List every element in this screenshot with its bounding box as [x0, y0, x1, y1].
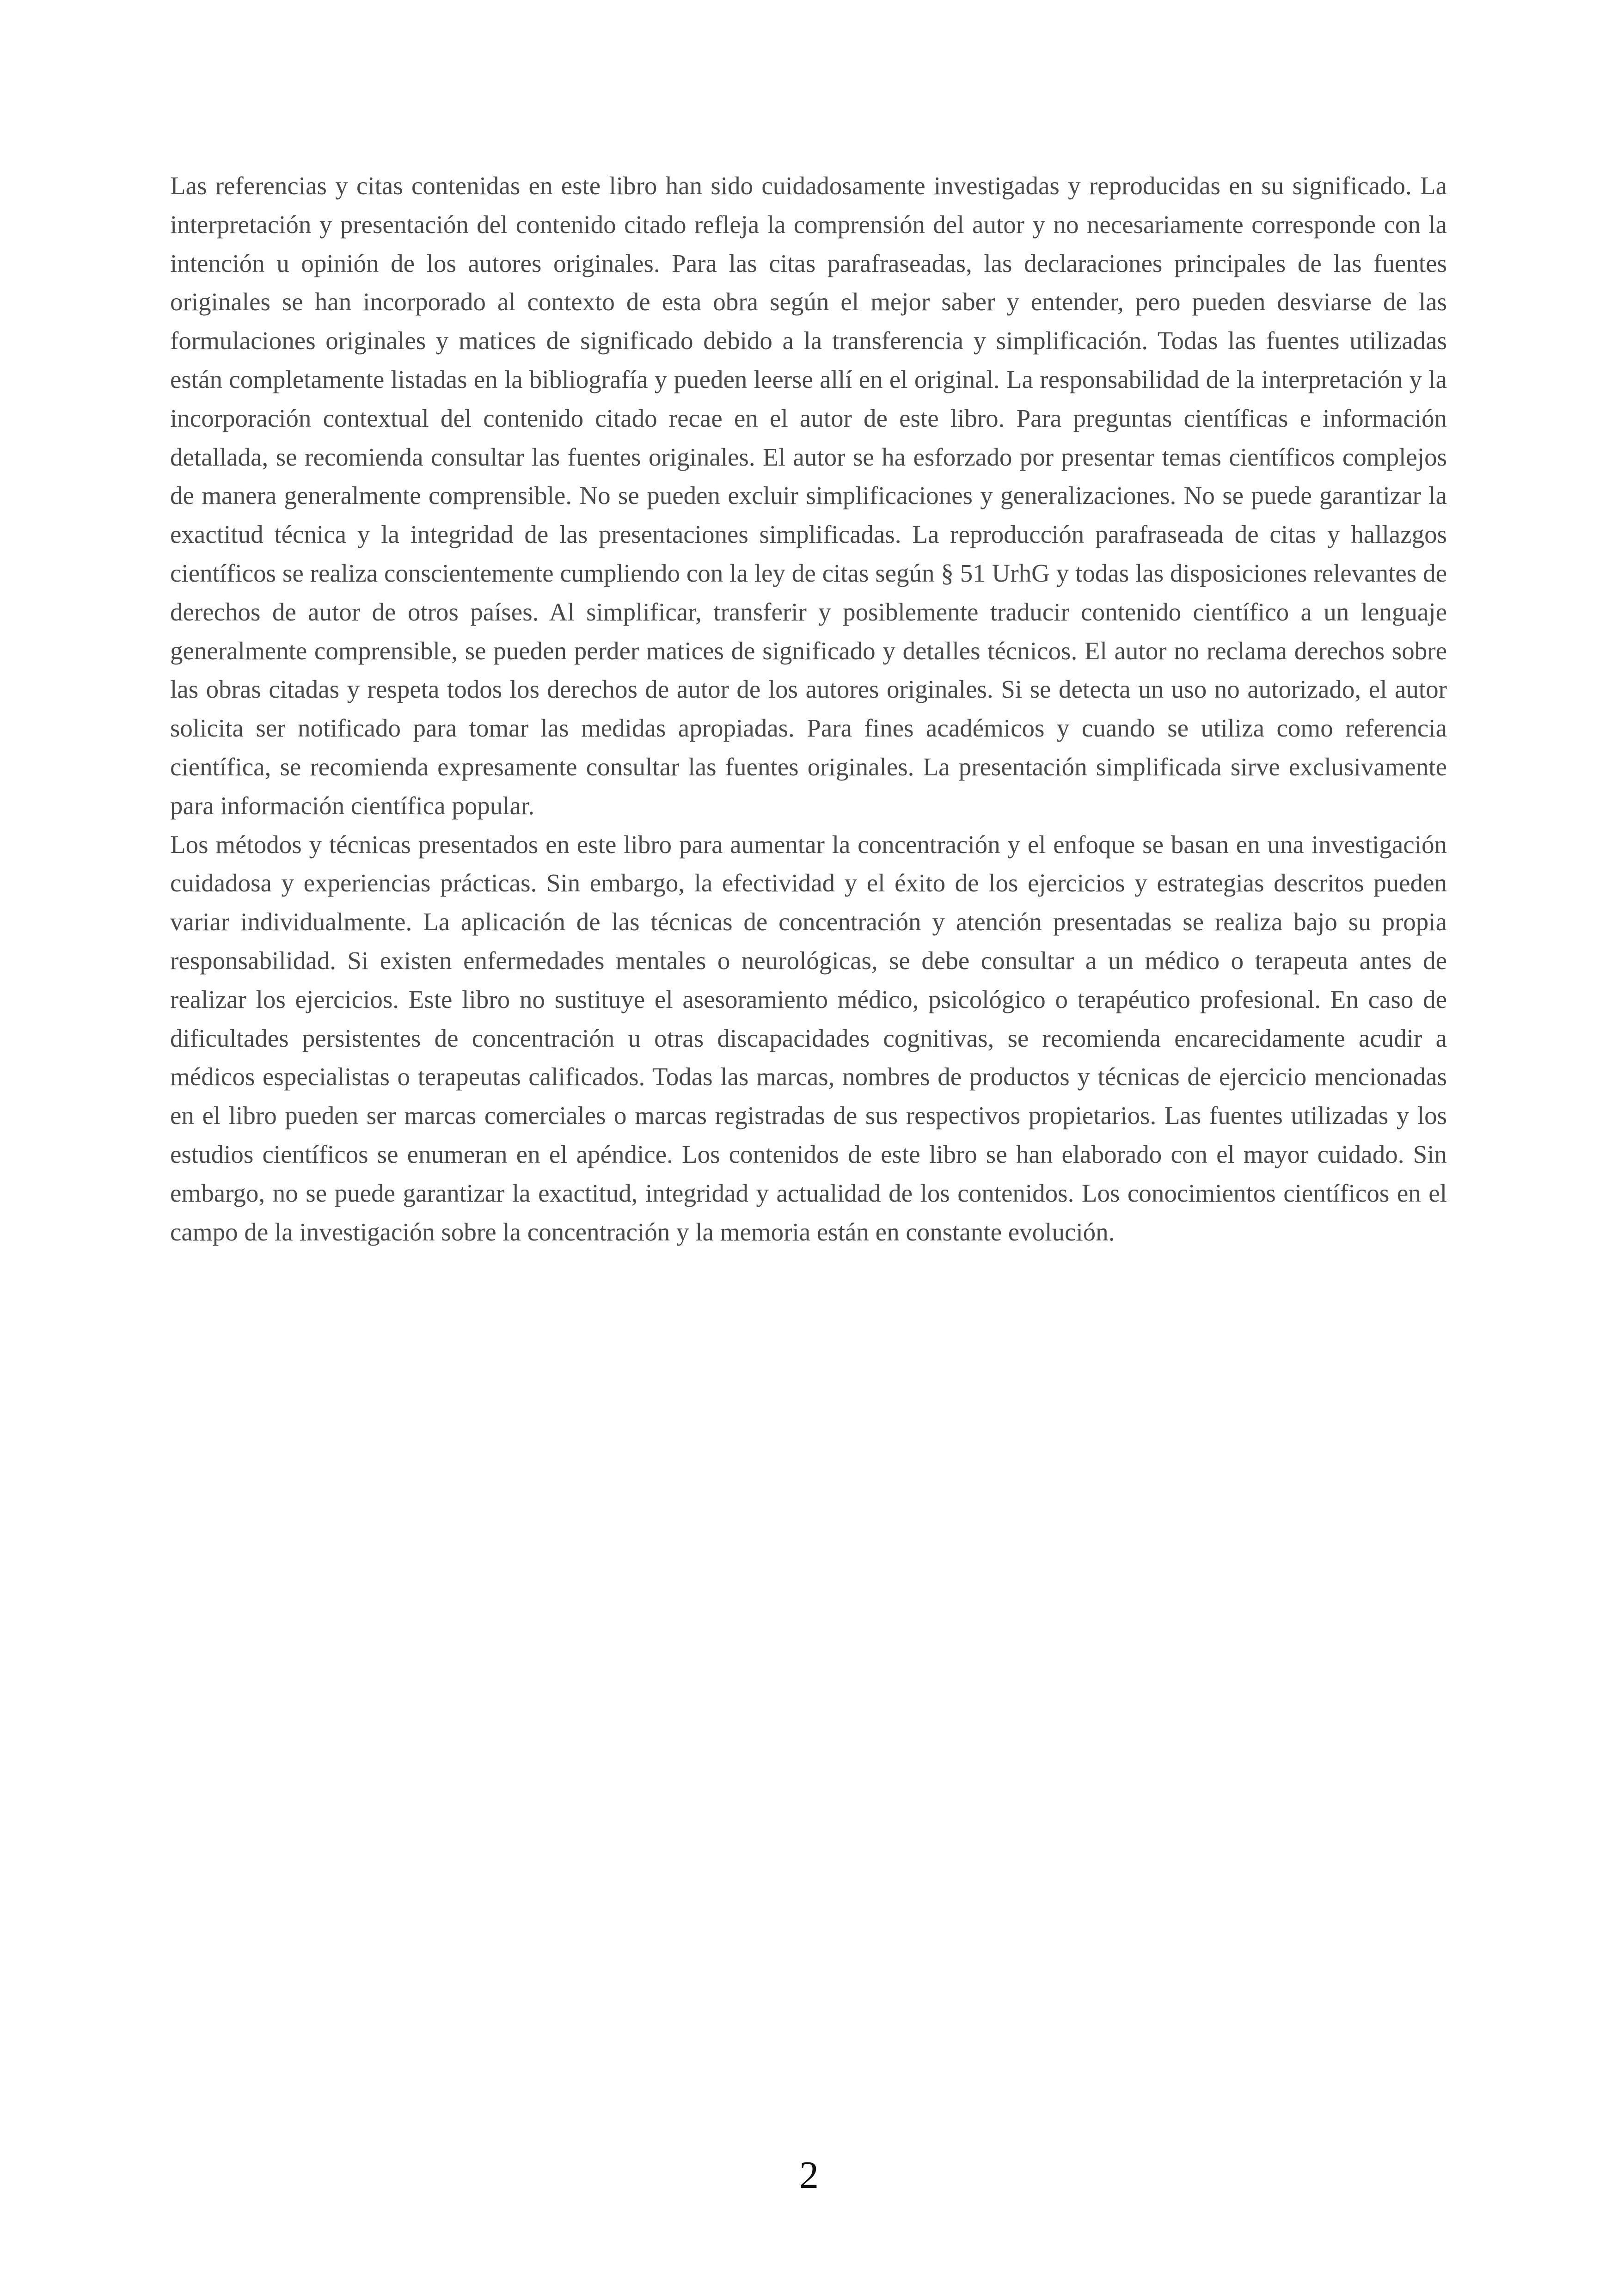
page-number: 2 — [799, 2154, 819, 2197]
paragraph-citations-disclaimer: Las referencias y citas contenidas en este libro han sido cuidadosamente investigadas y reproducidas en su significado. La interpretación y presentación del contenido citado refleja la comprensión del autor y no necesariamente corresponde con la intención u opinión de los autores originales. Para las citas parafraseadas, las declaraciones principales de las fuentes originales se han incorporado al contexto de esta obra según el mejor saber y entender, pero pueden desviarse de las formulaciones originales y matices de significado debido a la transferencia y simplificación. Todas las fuentes utilizadas están completamente listadas en la bibliografía y pueden leerse allí en el original. La responsabilidad de la interpretación y la incorporación contextual del contenido citado recae en el autor de este libro. Para preguntas científicas e información detallada, se recomienda consultar las fuentes originales. El autor se ha esforzado por presentar temas científicos complejos de manera generalmente comprensible. No se pueden excluir simplificaciones y generalizaciones. No se puede garantizar la exactitud técnica y la integridad de las presentaciones simplificadas. La reproducción parafraseada de citas y hallazgos científicos se realiza conscientemente cumpliendo con la ley de citas según § 51 UrhG y todas las disposiciones relevantes de derechos de autor de otros países. Al simplificar, transferir y posiblemente traducir contenido científico a un lenguaje generalmente comprensible, se pueden perder matices de significado y detalles técnicos. El autor no reclama derechos sobre las obras citadas y respeta todos los derechos de autor de los autores originales. Si se detecta un uso no autorizado, el autor solicita ser notificado para tomar las medidas apropiadas. Para fines académicos y cuando se utiliza como referencia científica, se recomienda expresamente consultar las fuentes originales. La presentación simplificada sirve exclusivamente para información científica popular. — [170, 172, 1447, 820]
body-text — [170, 166, 1447, 1251]
paragraph-methods-disclaimer: Los métodos y técnicas presentados en este libro para aumentar la concentración y el enfoque se basan en una investigación cuidadosa y experiencias prácticas. Sin embargo, la efectividad y el éxito de los ejercicios y estrategias descritos pueden variar individualmente. La aplicación de las técnicas de concentración y atención presentadas se realiza bajo su propia responsabilidad. Si existen enfermedades mentales o neurológicas, se debe consultar a un médico o terapeuta antes de realizar los ejercicios. Este libro no sustituye el asesoramiento médico, psicológico o terapéutico profesional. En caso de dificultades persistentes de concentración u otras discapacidades cognitivas, se recomienda encarecidamente acudir a médicos especialistas o terapeutas calificados. Todas las marcas, nombres de productos y técnicas de ejercicio mencionadas en el libro pueden ser marcas comerciales o marcas registradas de sus respectivos propietarios. Las fuentes utilizadas y los estudios científicos se enumeran en el apéndice. Los contenidos de este libro se han elaborado con el mayor cuidado. Sin embargo, no se puede garantizar la exactitud, integridad y actualidad de los contenidos. Los conocimientos científicos en el campo de la investigación sobre la concentración y la memoria están en constante evolución. — [170, 830, 1447, 1246]
